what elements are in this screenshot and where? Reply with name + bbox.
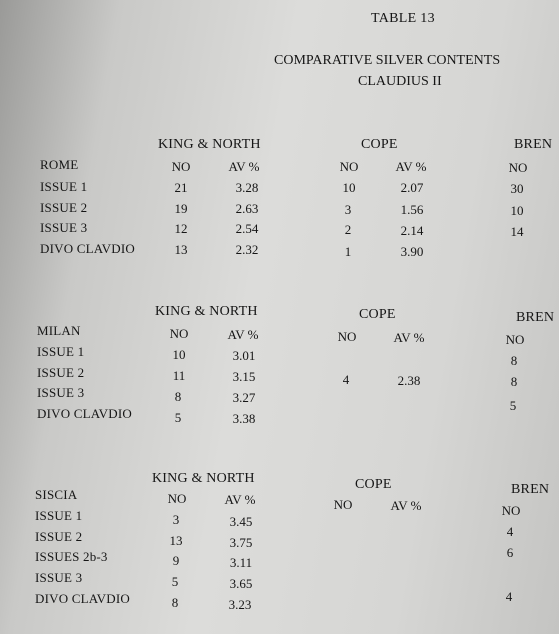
source-king-north: KING & NORTH (155, 304, 258, 319)
row-label: ISSUES 2b-3 (35, 549, 108, 564)
kn-av: 3.65 (229, 576, 253, 591)
kn-no: 9 (172, 553, 180, 568)
kn-no: 8 (174, 389, 182, 404)
bren-no: 4 (506, 524, 514, 539)
kn-no: 13 (169, 533, 183, 548)
col-header-no: NO (501, 503, 521, 518)
kn-no: 21 (174, 180, 188, 195)
cope-no: 1 (344, 244, 352, 259)
row-label: ISSUE 3 (35, 570, 83, 585)
subtitle-line-2: CLAUDIUS II (358, 74, 442, 89)
source-bren: BREN (511, 482, 550, 497)
col-header-no: NO (169, 326, 189, 341)
cope-no: 3 (344, 202, 352, 217)
source-cope: COPE (355, 477, 392, 492)
cope-no: 10 (342, 180, 356, 195)
cope-no: 4 (342, 372, 350, 387)
bren-no: 30 (510, 181, 524, 196)
col-header-no: NO (508, 160, 528, 175)
row-label: ISSUE 2 (35, 529, 83, 544)
row-label: ISSUE 1 (37, 344, 85, 359)
kn-no: 13 (174, 242, 188, 257)
bren-no: 8 (510, 353, 518, 368)
col-header-av: AV % (395, 159, 427, 174)
kn-av: 3.27 (232, 390, 256, 405)
cope-av: 3.90 (400, 244, 424, 259)
kn-no: 5 (171, 574, 179, 589)
table-title: TABLE 13 (371, 11, 435, 26)
cope-av: 2.07 (400, 180, 424, 195)
kn-av: 3.75 (229, 535, 253, 550)
kn-no: 12 (174, 221, 188, 236)
row-label: ISSUE 1 (35, 508, 83, 523)
cope-av: 2.14 (400, 223, 424, 238)
kn-av: 3.38 (232, 411, 256, 426)
bren-no: 14 (510, 224, 524, 239)
kn-no: 11 (172, 368, 186, 383)
subtitle-line-1: COMPARATIVE SILVER CONTENTS (274, 53, 501, 68)
row-label: DIVO CLAVDIO (37, 406, 132, 421)
col-header-av: AV % (390, 498, 422, 513)
col-header-no: NO (333, 497, 353, 512)
row-label: ISSUE 3 (40, 220, 88, 235)
col-header-av: AV % (227, 327, 259, 342)
row-label: ISSUE 1 (40, 179, 88, 194)
col-header-av: AV % (228, 159, 260, 174)
source-king-north: KING & NORTH (152, 471, 255, 486)
kn-av: 2.54 (235, 221, 259, 236)
kn-no: 8 (171, 595, 179, 610)
source-cope: COPE (359, 307, 396, 322)
row-label: ISSUE 3 (37, 385, 85, 400)
mint-label: SISCIA (35, 487, 78, 502)
kn-no: 3 (172, 512, 180, 527)
kn-av: 2.63 (235, 201, 259, 216)
bren-no: 8 (510, 374, 518, 389)
bren-no: 5 (509, 398, 517, 413)
source-bren: BREN (514, 137, 553, 152)
cope-av: 2.38 (397, 373, 421, 388)
col-header-no: NO (505, 332, 525, 347)
kn-no: 5 (174, 410, 182, 425)
row-label: ISSUE 2 (40, 200, 88, 215)
kn-av: 2.32 (235, 242, 259, 257)
bren-no: 4 (505, 589, 513, 604)
col-header-no: NO (167, 491, 187, 506)
kn-av: 3.23 (228, 597, 252, 612)
mint-label: MILAN (37, 323, 81, 338)
kn-no: 10 (172, 347, 186, 362)
kn-av: 3.11 (229, 555, 253, 570)
kn-av: 3.45 (229, 514, 253, 529)
source-bren: BREN (516, 310, 555, 325)
col-header-no: NO (171, 159, 191, 174)
col-header-no: NO (337, 329, 357, 344)
kn-no: 19 (174, 201, 188, 216)
row-label: DIVO CLAVDIO (40, 241, 135, 256)
kn-av: 3.28 (235, 180, 259, 195)
col-header-av: AV % (393, 330, 425, 345)
mint-label: ROME (40, 157, 79, 172)
row-label: DIVO CLAVDIO (35, 591, 130, 606)
source-king-north: KING & NORTH (158, 137, 261, 152)
bren-no: 10 (510, 203, 524, 218)
cope-no: 2 (344, 222, 352, 237)
source-cope: COPE (361, 137, 398, 152)
kn-av: 3.01 (232, 348, 256, 363)
col-header-no: NO (339, 159, 359, 174)
cope-av: 1.56 (400, 202, 424, 217)
bren-no: 6 (506, 545, 514, 560)
kn-av: 3.15 (232, 369, 256, 384)
col-header-av: AV % (224, 492, 256, 507)
row-label: ISSUE 2 (37, 365, 85, 380)
